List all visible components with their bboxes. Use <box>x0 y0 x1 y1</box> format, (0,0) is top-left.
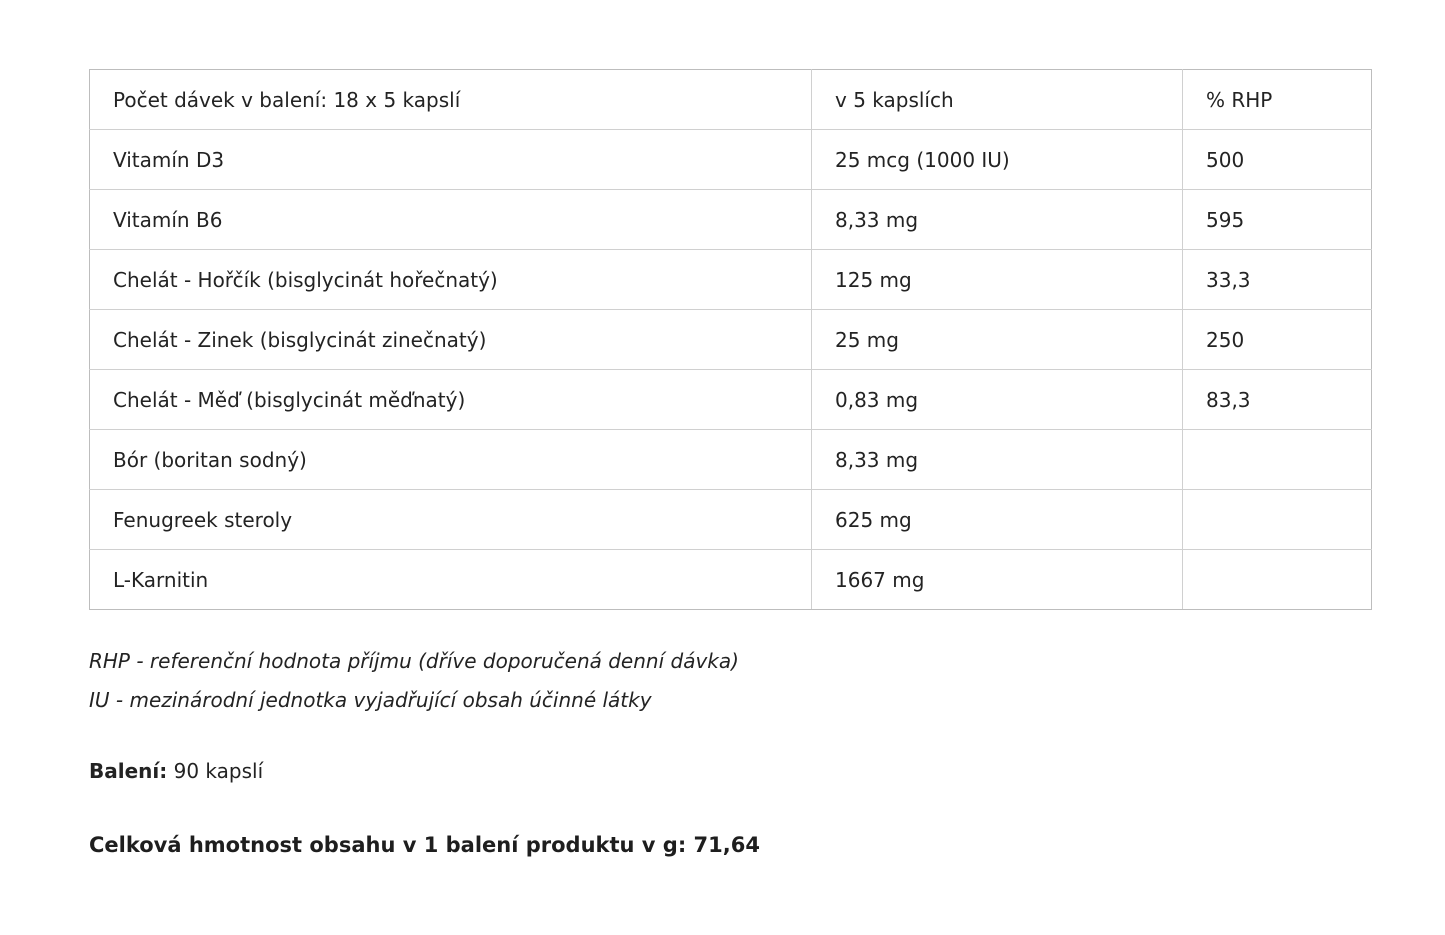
product-info <box>89 69 1371 860</box>
table-row <box>90 490 1372 550</box>
ingredient-name: Vitamín D3 <box>90 130 812 190</box>
ingredient-rhp: 500 <box>1183 130 1372 190</box>
header-amount: v 5 kapslích <box>812 70 1183 130</box>
ingredient-rhp <box>1183 550 1372 610</box>
table-row <box>90 370 1372 430</box>
ingredient-amount: 8,33 mg <box>812 430 1183 490</box>
ingredient-rhp: 250 <box>1183 310 1372 370</box>
ingredient-amount: 0,83 mg <box>812 370 1183 430</box>
ingredient-amount: 1667 mg <box>812 550 1183 610</box>
ingredient-amount: 625 mg <box>812 490 1183 550</box>
table-header-row <box>90 70 1372 130</box>
table-row <box>90 430 1372 490</box>
ingredient-amount: 25 mg <box>812 310 1183 370</box>
table-row <box>90 190 1372 250</box>
nutrition-table <box>89 69 1372 610</box>
header-servings: Počet dávek v balení: 18 x 5 kapslí <box>90 70 812 130</box>
ingredient-name: Chelát - Zinek (bisglycinát zinečnatý) <box>90 310 812 370</box>
ingredient-rhp <box>1183 430 1372 490</box>
ingredient-amount: 125 mg <box>812 250 1183 310</box>
ingredient-name: Bór (boritan sodný) <box>90 430 812 490</box>
package-value: 90 kapslí <box>167 759 264 783</box>
ingredient-name: Fenugreek steroly <box>90 490 812 550</box>
footnote-iu: IU - mezinárodní jednotka vyjadřující obsah účinné látky <box>89 688 652 712</box>
ingredient-name: Chelát - Hořčík (bisglycinát hořečnatý) <box>90 250 812 310</box>
package-info <box>89 756 1371 786</box>
ingredient-rhp: 33,3 <box>1183 250 1372 310</box>
table-row <box>90 250 1372 310</box>
ingredient-amount: 8,33 mg <box>812 190 1183 250</box>
footnote-rhp: RHP - referenční hodnota příjmu (dříve doporučená denní dávka) <box>89 649 739 673</box>
ingredient-name: L-Karnitin <box>90 550 812 610</box>
header-rhp: % RHP <box>1183 70 1372 130</box>
ingredient-name: Vitamín B6 <box>90 190 812 250</box>
package-label: Balení: <box>89 759 168 783</box>
total-weight: Celková hmotnost obsahu v 1 balení produktu v g: 71,64 <box>89 833 760 857</box>
ingredient-name: Chelát - Měď (bisglycinát měďnatý) <box>90 370 812 430</box>
table-row <box>90 130 1372 190</box>
ingredient-rhp: 595 <box>1183 190 1372 250</box>
footnotes <box>89 642 1371 720</box>
ingredient-rhp: 83,3 <box>1183 370 1372 430</box>
ingredient-rhp <box>1183 490 1372 550</box>
table-row <box>90 310 1372 370</box>
ingredient-amount: 25 mcg (1000 IU) <box>812 130 1183 190</box>
table-row <box>90 550 1372 610</box>
